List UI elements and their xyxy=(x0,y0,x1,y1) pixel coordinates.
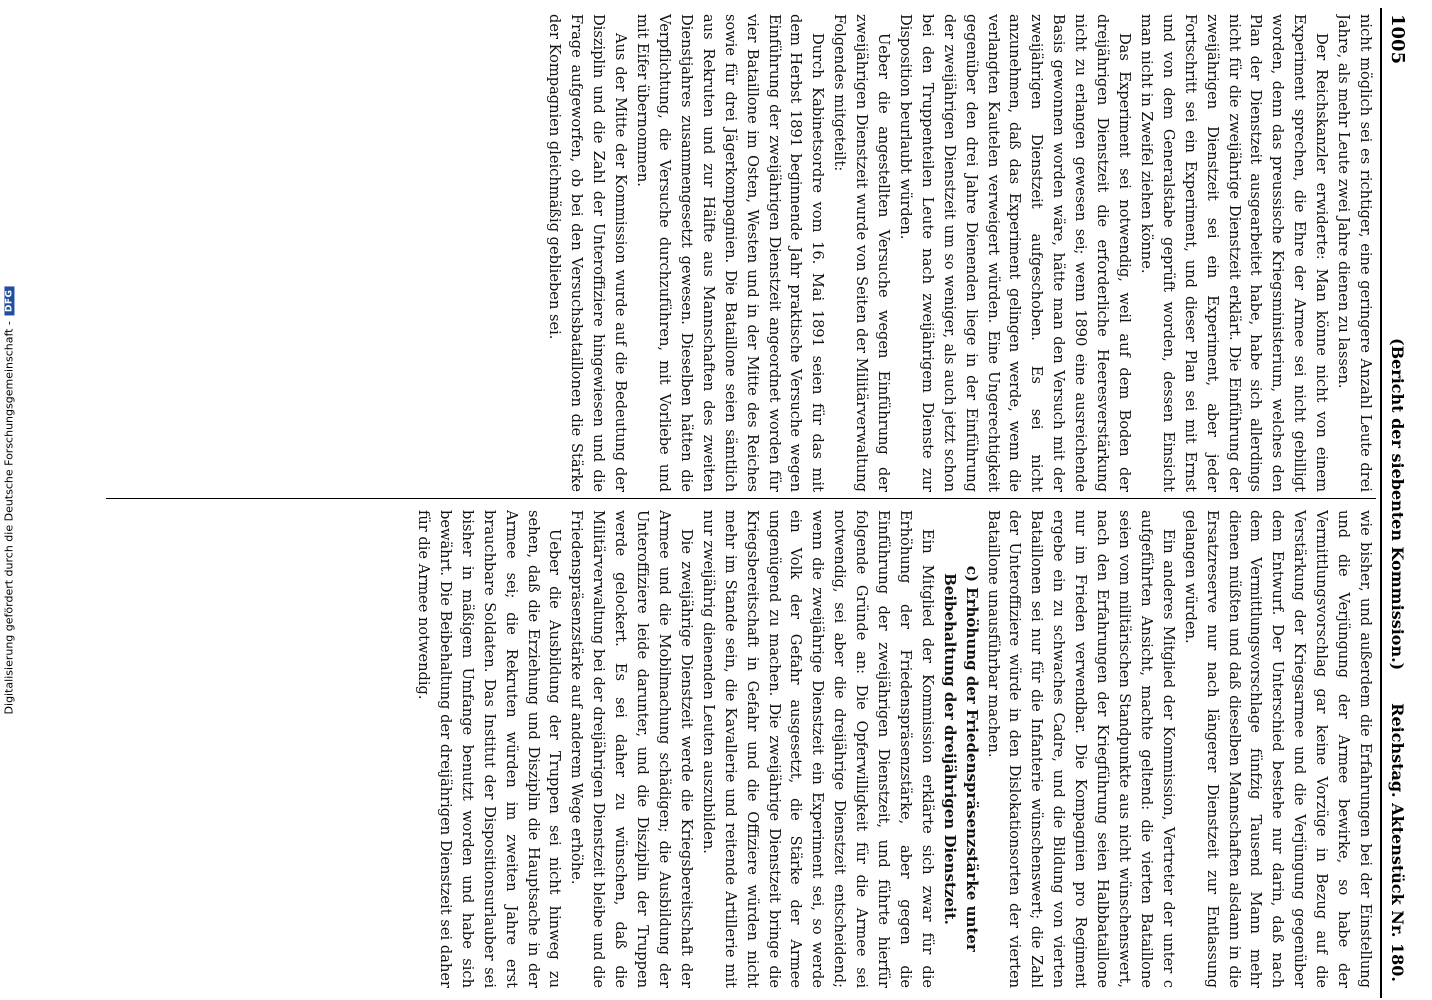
paragraph: Ein Mitglied der Kommission erklärte sich zwar für die Erhöhung der Friedenspräsenzstärke, aber gegen die Einführung der zweijährigen Dienstzeit, und führte hierfür folgende Gründe an: Die Opferwilligkeit für die Armee sei notwendig, sei aber die dreijährige Dienstzeit entscheidend; wenn die zweijährige Dienstzeit ein Experiment sei, so werde ein Volk der Gefahr ausgesetzt, die Stärke der Armee ungenügend zu machen. Die zweijährige Dienstzeit bringe die Kriegsbereitschaft in Gefahr und die Offiziere würden nicht mehr im Stande sein, die Kavallerie und reitende Artillerie mit nur zweijährig dienenden Leuten auszubilden. xyxy=(699,510,936,988)
paragraph: wie bisher, und außerdem die Erfahrungen bei der Einstellung und die Verjüngung der Armee bewirke, so habe der Vermittlungsvorschlag gar keine Vorzüge in Bezug auf die Verstärkung der Kriegsarmee und die Verjüngung gegenüber dem Entwurf. Der Unterschied bestehe nur darin, daß nach dem Vermittlungsvorschlage fünfzig Tausend Mann mehr dienen müßten und daß dieselben Mannschaften alsdann in die Ersatzreserve nur nach längerer Dienstzeit zur Entlassung gelangen würden. xyxy=(1181,510,1374,988)
left-column xyxy=(106,14,1376,492)
page-number: 1005 xyxy=(1387,14,1408,65)
document-reference: Reichstag. Aktenstück Nr. 180. xyxy=(1388,703,1407,982)
page-header xyxy=(1380,8,1416,998)
column-divider xyxy=(106,498,1376,499)
paragraph: Ein anderes Mitglied der Kommission, Vertreter der unter c aufgeführten Ansicht, machte geltend: die vierten Bataillone seien vom militärischen Standpunkte aus nicht wünschenswert, nach den Erfahrungen der Kriegführung seien Halbbataillone nur im Frieden verwendbar. Die Kompagnien pro Regiment ergebe ein zu schwaches Cadre, und die Bildung von vierten Bataillonen sei nur für die Infanterie wünschenswert; die Zahl der Unteroffiziere würde in den Dislokationsorten der vierten Bataillone unausführbar machen. xyxy=(984,510,1177,988)
scanned-page xyxy=(100,8,1416,998)
paragraph: Die zweijährige Dienstzeit werde die Kriegsbereitschaft der Armee und die Mobilmachung schädigen; die Ausbildung der Unteroffiziere leide darunter, und die Disziplin der Truppen werde gelockert. Es sei daher zu wünschen, daß die Militärverwaltung bei der dreijährigen Dienstzeit bleibe und die Friedenspräsenzstärke auf anderem Wege erhöhe. xyxy=(568,510,695,988)
paragraph: Ueber die angestellten Versuche wegen Einführung der zweijährigen Dienstzeit wurde von Seiten der Militärverwaltung Folgendes mitgeteilt: xyxy=(831,14,893,492)
text-columns xyxy=(106,8,1376,998)
running-title: (Bericht der siebenten Kommission.) xyxy=(1388,338,1407,671)
paragraph: Das Experiment sei notwendig, weil auf dem Boden der dreijährigen Dienstzeit die erforderliche Heeresverstärkung nicht zu erlangen gewesen sei; wenn 1890 eine ausreichende Basis gewonnen worden wäre, hätte man den Versuch mit der zweijährigen Dienstzeit aufgeschoben. Es sei nicht anzunehmen, daß das Experiment gelingen werde, wenn die verlangten Kautelen verweigert würden. Eine Ungerechtigkeit gegenüber den drei Jahre Dienenden liege in der Einführung der zweijährigen Dienstzeit um so weniger, als auch jetzt schon bei den Truppenteilen Leute nach zweijährigem Dienste zur Disposition beurlaubt würden. xyxy=(896,14,1134,492)
paragraph: Der Reichskanzler erwiderte: Man könne nicht von einem Experiment sprechen, die Ehre der Armee sei nicht gebilligt worden, denn das preussische Kriegsministerium, welches den Plan der Dienstzeit ausgearbeitet habe, habe sich allerdings nicht für die zweijährige Dienstzeit erklärt. Die Einführung der zweijährigen Dienstzeit sei ein Experiment, aber jeder Fortschritt sei ein Experiment, und dieser Plan sei mit Ernst und von dem Generalstabe geprüft worden, dessen Einsicht man nicht in Zweifel ziehen könne. xyxy=(1137,14,1331,492)
credit-text: Digitalisierung gefördert durch die Deutsche Forschungsgemeinschaft - xyxy=(2,320,16,714)
dfg-logo: DFG xyxy=(4,286,14,315)
right-column xyxy=(106,510,1376,988)
paragraph: nicht möglich sei es richtiger, eine geringere Anzahl Leute drei Jahre, als mehr Leute zwei Jahre dienen zu lassen. xyxy=(1335,14,1374,492)
paragraph: Durch Kabinetsordre vom 16. Mai 1891 seien für das mit dem Herbst 1891 beginnende Jahr praktische Versuche wegen Einführung der zweijährigen Dienstzeit angeordnet worden für vier Bataillone im Osten, Westen und in der Mitte des Reiches sowie für drei Jägerkompagnien. Die Bataillone seien sämtlich aus Rekruten und zur Hälfte aus Mannschaften des zweiten Dienstjahres zusammengesetzt gewesen. Dieselben hätten die Verpflichtung, die Versuche durchzuführen, mit Vorliebe und mit Eifer übernommen. xyxy=(634,14,827,492)
section-heading: c) Erhöhung der Friedenspräsenzstärke unter Beibehaltung der dreijährigen Dienstzeit. xyxy=(940,565,981,952)
paragraph: Ueber die Ausbildung der Truppen sei nicht hinweg zu sehen, daß die Erziehung und Disziplin die Hauptsache in der Armee sei; die Rekruten würden im zweiten Jahre erst brauchbare Soldaten. Das Institut der Dispositionsurlauber sei bisher in mäßigem Umfange benutzt worden und habe sich bewährt. Die Beibehaltung der dreijährigen Dienstzeit sei daher für die Armee notwendig. xyxy=(415,510,564,988)
digitization-credit xyxy=(0,0,18,1000)
paragraph: Aus der Mitte der Kommission wurde auf die Bedeutung der Disziplin und die Zahl der Unteroffiziere hingewiesen und die Frage aufgeworfen, ob bei den Versuchsbataillonen die Stärke der Kompagnien gleichmäßig geblieben sei. xyxy=(546,14,630,492)
